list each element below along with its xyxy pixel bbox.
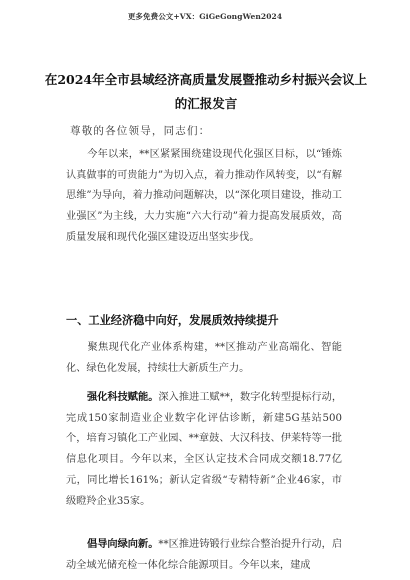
greeting: 尊敬的各位领导，同志们： <box>70 125 211 137</box>
document-title-line-2: 的汇报发言 <box>174 96 238 111</box>
paragraph-tech-lead: 强化科技赋能。 <box>87 391 159 403</box>
paragraph-intro-text: 今年以来，**区紧紧围绕建设现代化强区目标，以“锤炼认真做事的可贵能力”为切入点，着力推动作风转变，以“有解思维”为导向，着力推动问题解决，以“深化项目建设，推动工业强区”为主线，大力实施“六大行动”着力提高发展质效，高质量发展和现代化强区建设迈出坚实步伐。 <box>66 149 342 243</box>
paragraph-industry-text: 聚焦现代化产业体系构建，**区推动产业高端化、智能化、绿色化发展，持续壮大新质生产力。 <box>66 342 342 374</box>
paragraph-green-lead: 倡导向绿向新。 <box>87 538 159 550</box>
page-header-text: 更多免费公文+VX：GiGeGongWen2024 <box>127 12 283 21</box>
paragraph-industry <box>66 338 342 379</box>
paragraph-tech <box>66 387 342 512</box>
paragraph-tech-text: 深入推进工赋**，数字化转型提标行动，完成150家制造业企业数字化评估诊断，新建5G基站500个，培育习镇化工产业园、**章鼓、大汉科技、伊莱特等一批信息化项目。今年以来，全区认定技术合同成交额18.77亿元，同比增长161%；新认定省级“专精特新”企业46家，市级瞪羚企业35家。 <box>66 392 343 507</box>
section-heading-1: 一、工业经济稳中向好，发展质效持续提升 <box>66 313 279 327</box>
document-title-line-1: 在2024年全市县域经济高质量发展暨推动乡村振兴会议上 <box>44 72 368 87</box>
paragraph-intro <box>66 145 342 249</box>
document-title <box>40 68 372 116</box>
paragraph-green <box>66 534 342 576</box>
paragraph-green-text: **区推进铸锻行业综合整治提升行动，启动全域光储充检一体化综合能源项目。今年以来，建成 <box>66 539 343 571</box>
